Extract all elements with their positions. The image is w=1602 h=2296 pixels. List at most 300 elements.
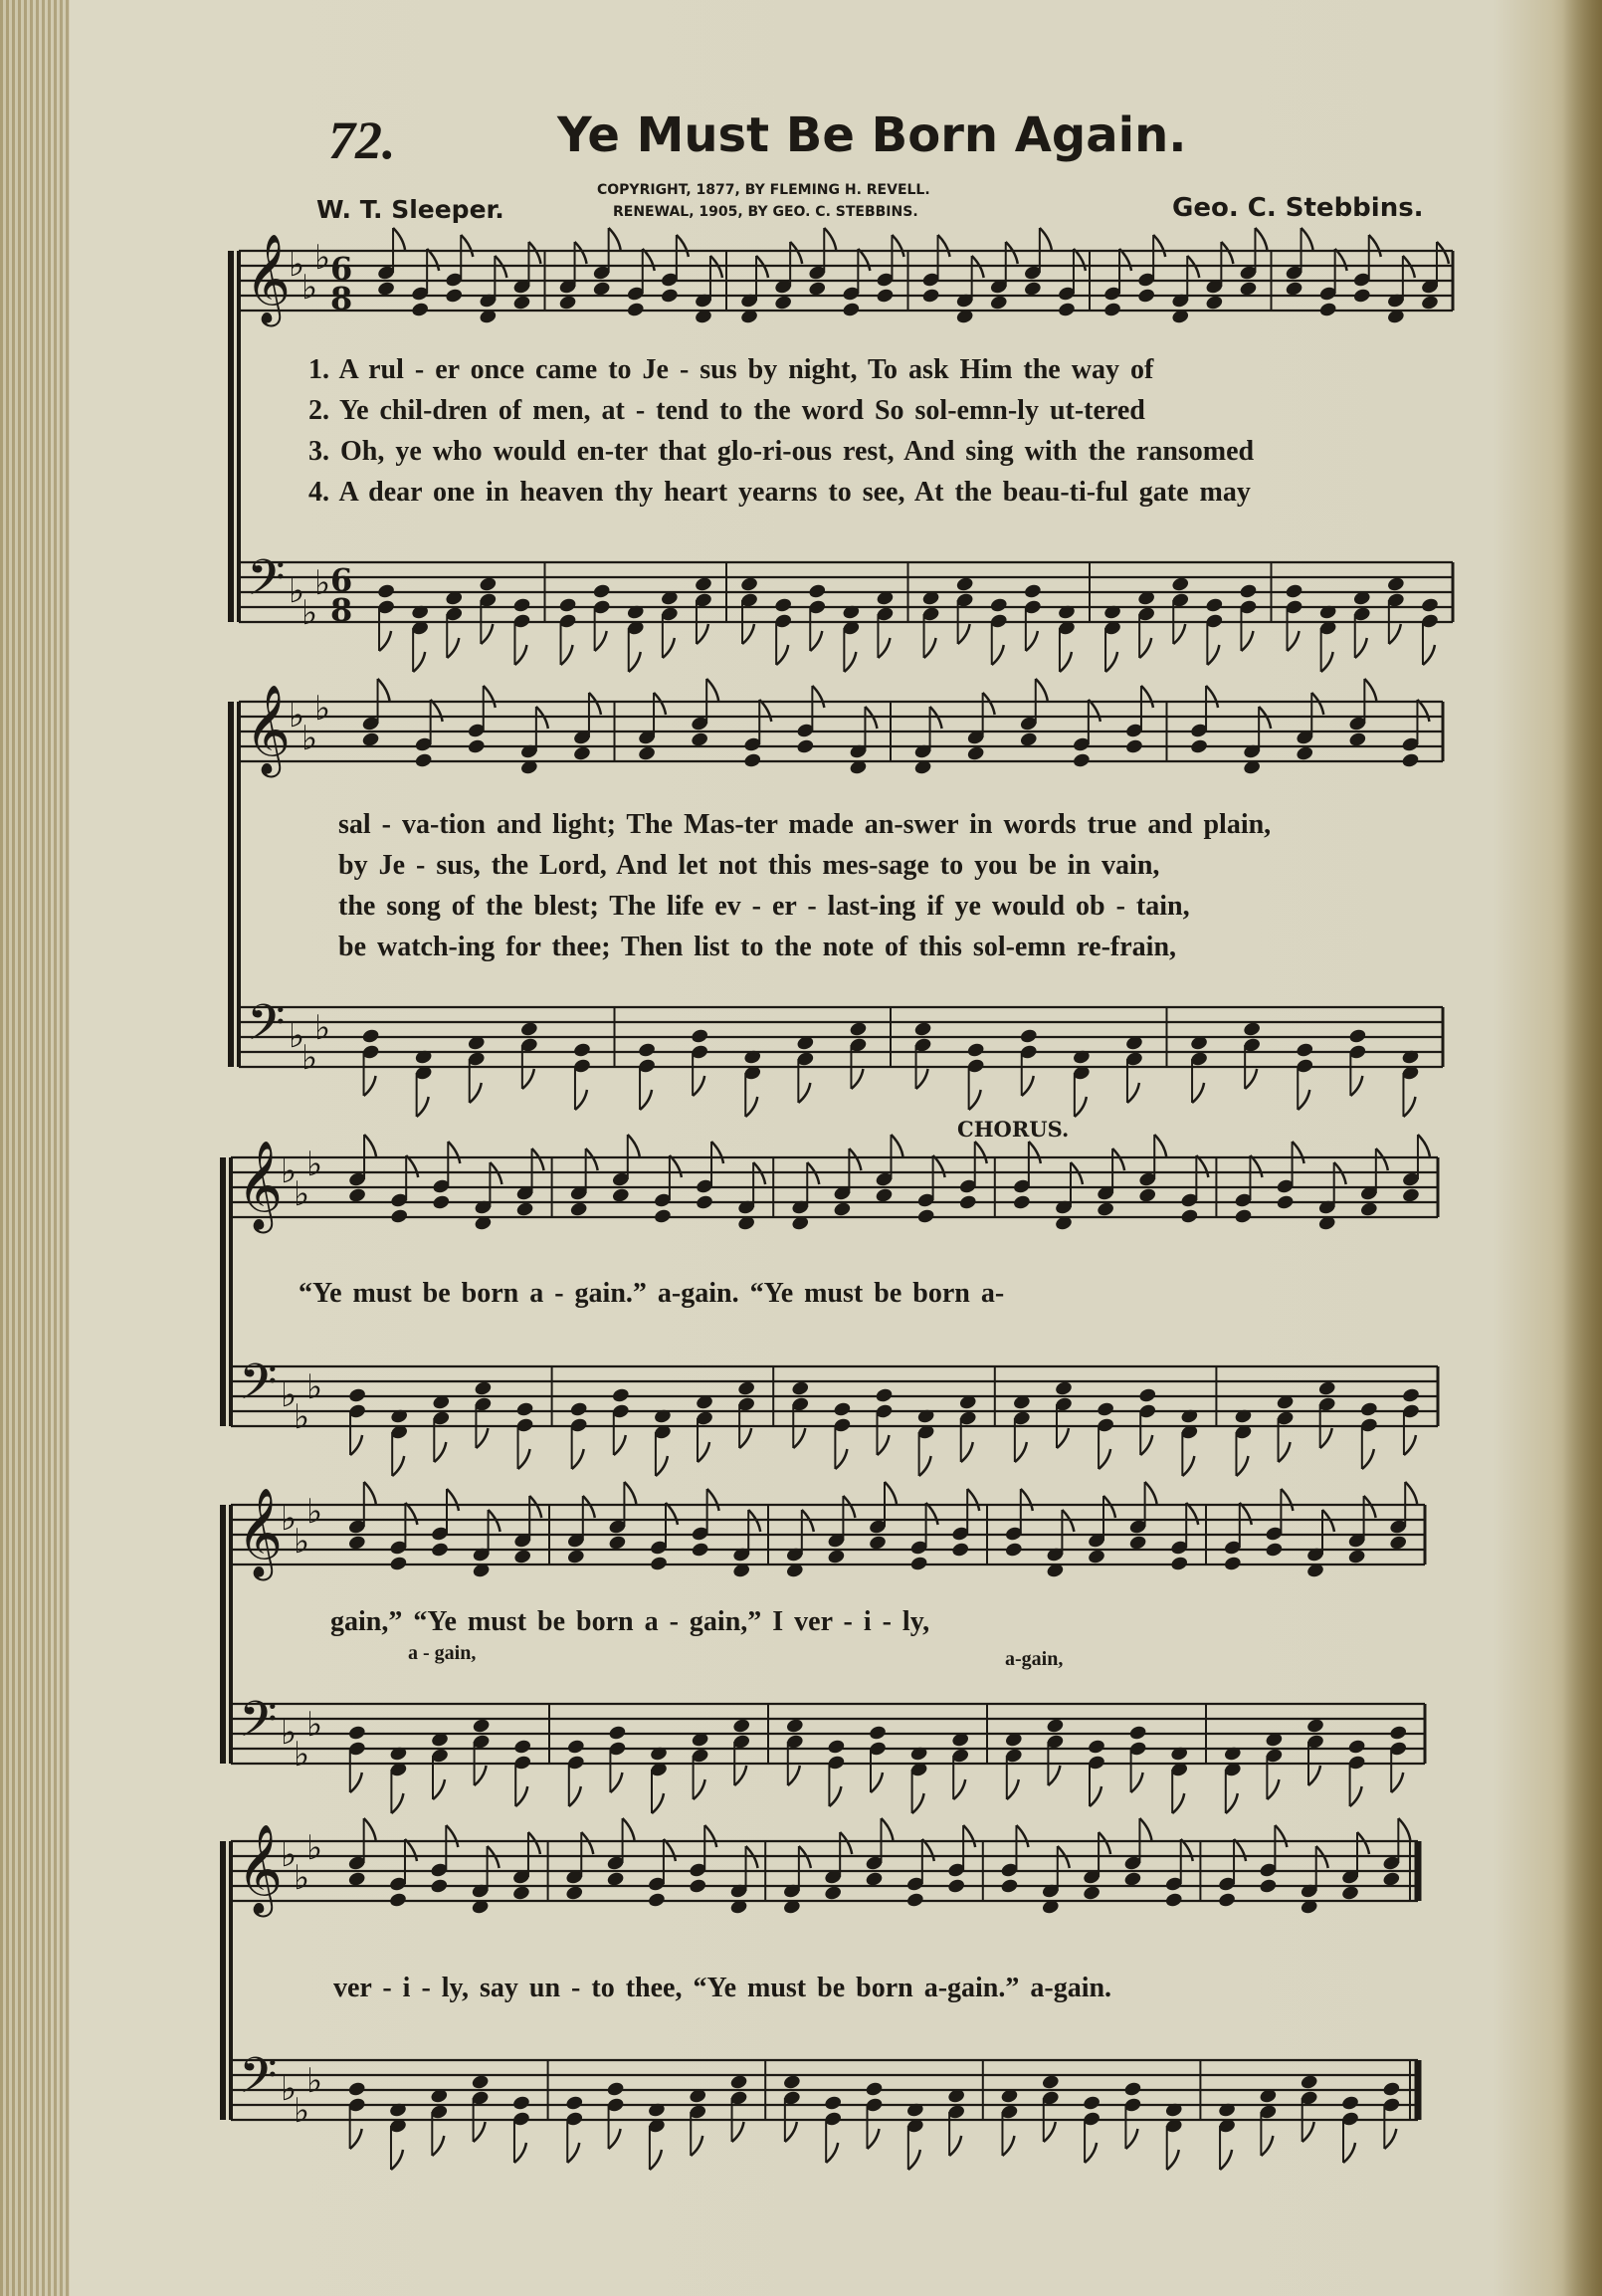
note-flag — [745, 1097, 757, 1117]
note-head — [519, 1021, 538, 1038]
note-head — [389, 1556, 408, 1572]
note-flag — [652, 1793, 664, 1813]
note-flag — [624, 1482, 636, 1504]
note-flag — [824, 228, 836, 250]
note-head — [566, 1549, 585, 1565]
flat-sign: ♭ — [294, 2091, 310, 2131]
note-flag — [432, 2136, 444, 2156]
note-head — [824, 2095, 843, 2112]
note-head — [512, 597, 531, 614]
flat-sign: ♭ — [301, 719, 318, 758]
flat-sign: ♭ — [289, 245, 305, 285]
note-head — [827, 1549, 846, 1565]
note-head — [691, 731, 709, 748]
note-head — [653, 1208, 672, 1225]
note-head — [467, 738, 486, 755]
note-head — [774, 597, 793, 614]
note-head — [739, 576, 758, 593]
note-flag — [532, 1148, 544, 1170]
note-head — [1138, 1387, 1157, 1404]
note-flag — [413, 652, 425, 672]
note-head — [565, 1885, 584, 1902]
note-flag — [364, 1818, 376, 1840]
time-signature-top: 6 — [330, 250, 353, 288]
note-flag — [447, 1489, 459, 1511]
note-head — [479, 576, 498, 593]
note-flag — [1074, 249, 1086, 271]
treble-clef: 𝄞 — [237, 1824, 284, 1914]
note-flag — [919, 1456, 931, 1476]
note-head — [989, 597, 1008, 614]
note-flag — [392, 1456, 404, 1476]
note-head — [905, 1892, 924, 1909]
note-head — [637, 1042, 656, 1059]
note-head — [1239, 281, 1258, 298]
note-head — [572, 745, 591, 762]
note-head — [414, 752, 433, 769]
note-head — [511, 1885, 530, 1902]
note-flag — [1302, 2122, 1314, 2142]
note-head — [743, 752, 762, 769]
note-flag — [470, 1083, 482, 1103]
copyright-line-2: RENEWAL, 1905, BY GEO. C. STEBBINS. — [613, 204, 918, 220]
note-flag — [664, 1839, 676, 1861]
note-head — [1023, 583, 1042, 600]
note-flag — [1241, 631, 1253, 651]
note-head — [785, 1718, 804, 1735]
note-flag — [529, 1496, 541, 1518]
note-head — [1123, 1871, 1142, 1888]
note-head — [430, 1542, 449, 1559]
note-flag — [711, 1142, 723, 1163]
note-head — [512, 295, 531, 312]
note-head — [608, 1725, 627, 1742]
note-head — [569, 1201, 588, 1218]
note-head — [868, 1535, 887, 1552]
note-head — [796, 738, 815, 755]
note-head — [445, 288, 464, 305]
note-head — [1072, 752, 1091, 769]
note-head — [1243, 1021, 1262, 1038]
treble-clef: 𝄞 — [245, 234, 292, 323]
note-flag — [704, 1825, 716, 1847]
note-head — [966, 1042, 985, 1059]
note-flag — [1275, 1825, 1287, 1847]
note-flag — [1006, 242, 1018, 264]
bass-echo-2: a-gain, — [1005, 1648, 1064, 1670]
note-flag — [1293, 1142, 1304, 1163]
note-flag — [882, 1818, 894, 1840]
note-head — [347, 1387, 366, 1404]
note-flag — [953, 1779, 965, 1799]
note-head — [909, 1556, 928, 1572]
chorus-line-1: “Ye must be born a - gain.” a-gain. “Ye must be born a- — [299, 1278, 1005, 1309]
bass-echo-1: a - gain, — [408, 1642, 477, 1664]
note-head — [1401, 1387, 1420, 1404]
note-flag — [790, 242, 802, 264]
note-head — [592, 583, 611, 600]
note-head — [1420, 597, 1439, 614]
note-flag — [1405, 1482, 1417, 1504]
note-flag — [514, 2143, 526, 2163]
note-head — [611, 1387, 630, 1404]
lyricist-credit: W. T. Sleeper. — [316, 195, 504, 224]
note-flag — [1364, 679, 1376, 701]
note-flag — [1226, 1793, 1238, 1813]
note-flag — [1007, 1779, 1019, 1799]
note-flag — [812, 686, 824, 708]
chorus-label: CHORUS. — [957, 1117, 1070, 1142]
note-head — [558, 295, 577, 312]
note-head — [1420, 295, 1439, 312]
note-head — [808, 583, 827, 600]
note-flag — [1355, 638, 1367, 658]
bass-clef: 𝄢 — [247, 994, 286, 1064]
note-head — [606, 2081, 625, 2098]
note-head — [833, 1401, 852, 1418]
note-flag — [1015, 1442, 1027, 1462]
flat-sign: ♭ — [281, 1835, 298, 1875]
note-head — [1305, 1718, 1324, 1735]
note-flag — [643, 249, 655, 271]
note-head — [947, 1878, 966, 1895]
flat-sign: ♭ — [294, 1858, 310, 1898]
note-flag — [561, 645, 573, 665]
note-head — [1382, 1871, 1401, 1888]
note-head — [1300, 2074, 1318, 2091]
flat-sign: ♭ — [281, 1499, 298, 1539]
note-flag — [835, 1449, 847, 1469]
note-head — [921, 288, 940, 305]
note-flag — [663, 638, 675, 658]
note-flag — [391, 2150, 403, 2170]
note-flag — [892, 1135, 903, 1156]
note-flag — [776, 645, 788, 665]
flat-sign: ♭ — [294, 1522, 310, 1562]
note-flag — [798, 1083, 810, 1103]
note-flag — [1234, 1839, 1246, 1861]
flat-sign: ♭ — [281, 1151, 298, 1191]
note-head — [1239, 583, 1258, 600]
note-flag — [916, 1069, 928, 1089]
note-flag — [788, 1766, 800, 1785]
note-head — [566, 1739, 585, 1756]
verse-1-line-2: sal - va-tion and light; The Mas-ter made an-swer in words true and plain, — [338, 809, 1272, 840]
note-flag — [484, 686, 496, 708]
note-flag — [1040, 228, 1052, 250]
note-flag — [433, 1779, 445, 1799]
note-head — [1217, 1892, 1236, 1909]
note-flag — [885, 1482, 897, 1504]
note-head — [824, 1885, 843, 1902]
note-head — [376, 583, 395, 600]
note-flag — [1281, 1489, 1293, 1511]
note-head — [1087, 1739, 1105, 1756]
note-flag — [1196, 1155, 1208, 1177]
note-head — [691, 1542, 709, 1559]
note-flag — [843, 1496, 855, 1518]
note-flag — [528, 242, 540, 264]
note-head — [1340, 1885, 1359, 1902]
note-flag — [364, 1135, 376, 1156]
note-head — [1348, 731, 1367, 748]
note-head — [1285, 583, 1303, 600]
note-flag — [670, 1155, 682, 1177]
note-flag — [614, 1435, 626, 1455]
verse-3-line-1: 3. Oh, ye who would en-ter that glo-ri-ous rest, And sing with the ransomed — [308, 436, 1255, 467]
note-flag — [868, 2129, 880, 2149]
note-flag — [1022, 1076, 1034, 1096]
note-head — [1124, 738, 1143, 755]
note-flag — [1236, 1456, 1248, 1476]
note-flag — [734, 1766, 746, 1785]
note-flag — [878, 1435, 890, 1455]
note-flag — [1418, 1135, 1430, 1156]
note-head — [774, 295, 793, 312]
note-head — [647, 1892, 666, 1909]
verse-2-line-2: by Je - sus, the Lord, And let not this mes-sage to you be in vain, — [338, 850, 1160, 881]
note-flag — [405, 1839, 417, 1861]
flat-sign: ♭ — [294, 1397, 310, 1437]
note-head — [608, 1535, 627, 1552]
note-head — [1389, 1535, 1408, 1552]
flat-sign: ♭ — [314, 563, 331, 603]
note-flag — [691, 2136, 702, 2156]
note-head — [1138, 1187, 1157, 1204]
note-flag — [933, 1155, 945, 1177]
verse-2-line-1: 2. Ye chil-dren of men, at - tend to the word So sol-emn-ly ut-tered — [308, 395, 1145, 426]
note-head — [1170, 1556, 1189, 1572]
note-flag — [759, 700, 771, 722]
note-head — [1205, 597, 1224, 614]
note-flag — [1321, 652, 1333, 672]
composer-credit: Geo. C. Stebbins. — [1172, 193, 1424, 223]
note-flag — [514, 645, 526, 665]
note-head — [865, 1871, 884, 1888]
note-head — [1123, 2081, 1142, 2098]
note-flag — [1099, 1449, 1110, 1469]
note-head — [951, 1542, 970, 1559]
flat-sign: ♭ — [314, 689, 331, 729]
note-head — [1401, 1187, 1420, 1204]
note-flag — [963, 1825, 975, 1847]
bass-clef: 𝄢 — [239, 1691, 278, 1761]
note-head — [737, 1380, 756, 1397]
note-head — [958, 1194, 977, 1211]
note-head — [472, 1718, 491, 1735]
note-flag — [1288, 631, 1300, 651]
note-flag — [1139, 1818, 1151, 1840]
note-flag — [1245, 1069, 1257, 1089]
note-flag — [1154, 1135, 1166, 1156]
note-head — [376, 281, 395, 298]
flat-sign: ♭ — [301, 1038, 318, 1078]
note-flag — [583, 1496, 595, 1518]
note-flag — [1172, 1793, 1184, 1813]
note-flag — [707, 1489, 719, 1511]
note-flag — [1036, 679, 1048, 701]
note-flag — [694, 1779, 705, 1799]
note-flag — [1364, 1496, 1376, 1518]
note-flag — [1140, 1435, 1152, 1455]
note-head — [732, 1718, 751, 1735]
note-flag — [350, 2129, 362, 2149]
note-flag — [1350, 1786, 1362, 1806]
note-head — [876, 288, 895, 305]
note-head — [361, 1028, 380, 1045]
note-flag — [958, 624, 970, 644]
note-flag — [693, 1076, 704, 1096]
note-flag — [1403, 1097, 1415, 1117]
note-flag — [640, 1090, 652, 1110]
note-flag — [949, 2136, 961, 2156]
note-head — [868, 1725, 887, 1742]
note-flag — [739, 1428, 751, 1448]
note-flag — [1261, 2136, 1273, 2156]
flat-sign: ♭ — [301, 593, 318, 633]
note-head — [515, 1201, 534, 1218]
note-head — [1265, 1542, 1284, 1559]
note-head — [606, 1871, 625, 1888]
note-head — [1296, 1042, 1314, 1059]
flat-sign: ♭ — [306, 1705, 323, 1745]
note-head — [1347, 1549, 1366, 1565]
note-head — [1054, 1380, 1073, 1397]
note-flag — [706, 679, 718, 701]
note-head — [1389, 1725, 1408, 1742]
note-flag — [589, 693, 601, 715]
note-flag — [1308, 1766, 1320, 1785]
note-head — [782, 2074, 801, 2091]
note-flag — [623, 1818, 635, 1840]
verse-1-line-1: 1. A rul - er once came to Je - sus by night, To ask Him the way of — [308, 354, 1154, 385]
note-flag — [1417, 700, 1429, 722]
note-head — [875, 1187, 894, 1204]
note-flag — [1089, 700, 1101, 722]
time-signature-top: 6 — [330, 561, 353, 599]
note-flag — [1090, 1786, 1101, 1806]
note-head — [411, 302, 430, 318]
note-flag — [1298, 1090, 1309, 1110]
note-flag — [391, 1793, 403, 1813]
note-head — [347, 1725, 366, 1742]
note-flag — [992, 645, 1004, 665]
note-flag — [654, 693, 666, 715]
note-head — [1276, 1194, 1295, 1211]
note-flag — [849, 1148, 861, 1170]
note-head — [1340, 2095, 1359, 2112]
note-flag — [912, 1793, 924, 1813]
note-flag — [1398, 1818, 1410, 1840]
note-flag — [858, 249, 870, 271]
note-flag — [1335, 249, 1347, 271]
note-flag — [922, 1839, 934, 1861]
note-flag — [1167, 2150, 1179, 2170]
note-flag — [1255, 228, 1267, 250]
note-flag — [810, 631, 822, 651]
note-head — [1083, 1885, 1101, 1902]
flat-sign: ♭ — [306, 1492, 323, 1532]
note-flag — [1192, 1083, 1204, 1103]
note-flag — [350, 1435, 362, 1455]
note-flag — [793, 1428, 805, 1448]
note-head — [1318, 302, 1337, 318]
note-flag — [431, 700, 443, 722]
note-head — [833, 1201, 852, 1218]
note-flag — [829, 1786, 841, 1806]
note-head — [1012, 1194, 1031, 1211]
note-flag — [1389, 624, 1401, 644]
note-head — [572, 1042, 591, 1059]
flat-sign: ♭ — [281, 2069, 298, 2109]
note-flag — [983, 693, 995, 715]
note-flag — [434, 1442, 446, 1462]
note-flag — [732, 2122, 744, 2142]
note-flag — [481, 624, 493, 644]
hymn-number: 72. — [328, 110, 396, 170]
note-flag — [1181, 1839, 1193, 1861]
note-head — [390, 1208, 409, 1225]
note-flag — [1369, 235, 1381, 257]
note-head — [1041, 2074, 1060, 2091]
flat-sign: ♭ — [289, 1016, 305, 1056]
note-head — [1386, 576, 1405, 593]
note-head — [1046, 1718, 1065, 1735]
treble-clef: 𝄞 — [245, 685, 292, 774]
note-head — [808, 281, 827, 298]
note-flag — [448, 1142, 460, 1163]
note-head — [1223, 1556, 1242, 1572]
note-flag — [742, 624, 754, 644]
bass-clef: 𝄢 — [239, 2047, 278, 2117]
flat-sign: ♭ — [314, 1008, 331, 1048]
note-flag — [1029, 1142, 1041, 1163]
note-head — [1019, 1028, 1038, 1045]
note-flag — [1127, 1083, 1139, 1103]
note-head — [989, 295, 1008, 312]
note-head — [694, 576, 712, 593]
note-head — [474, 1380, 493, 1397]
time-signature-bottom: 8 — [330, 280, 353, 317]
note-flag — [393, 228, 405, 250]
flat-sign: ♭ — [289, 571, 305, 611]
note-flag — [406, 1155, 418, 1177]
note-flag — [1026, 631, 1038, 651]
flat-sign: ♭ — [306, 1145, 323, 1184]
note-flag — [447, 638, 459, 658]
note-flag — [595, 631, 607, 651]
note-flag — [892, 235, 903, 257]
note-flag — [609, 2129, 621, 2149]
note-flag — [851, 1069, 863, 1089]
note-head — [1000, 1878, 1019, 1895]
note-flag — [575, 242, 587, 264]
note-flag — [476, 1428, 488, 1448]
note-flag — [975, 1142, 987, 1163]
note-flag — [1048, 1766, 1060, 1785]
note-flag — [1139, 638, 1151, 658]
note-flag — [515, 1786, 527, 1806]
note-head — [430, 1878, 449, 1895]
note-flag — [572, 1449, 584, 1469]
note-flag — [1103, 1496, 1115, 1518]
note-head — [611, 1187, 630, 1204]
note-head — [1347, 1739, 1366, 1756]
flat-sign: ♭ — [314, 238, 331, 278]
note-head — [361, 731, 380, 748]
note-flag — [1350, 1076, 1362, 1096]
flat-sign: ♭ — [281, 1375, 298, 1415]
